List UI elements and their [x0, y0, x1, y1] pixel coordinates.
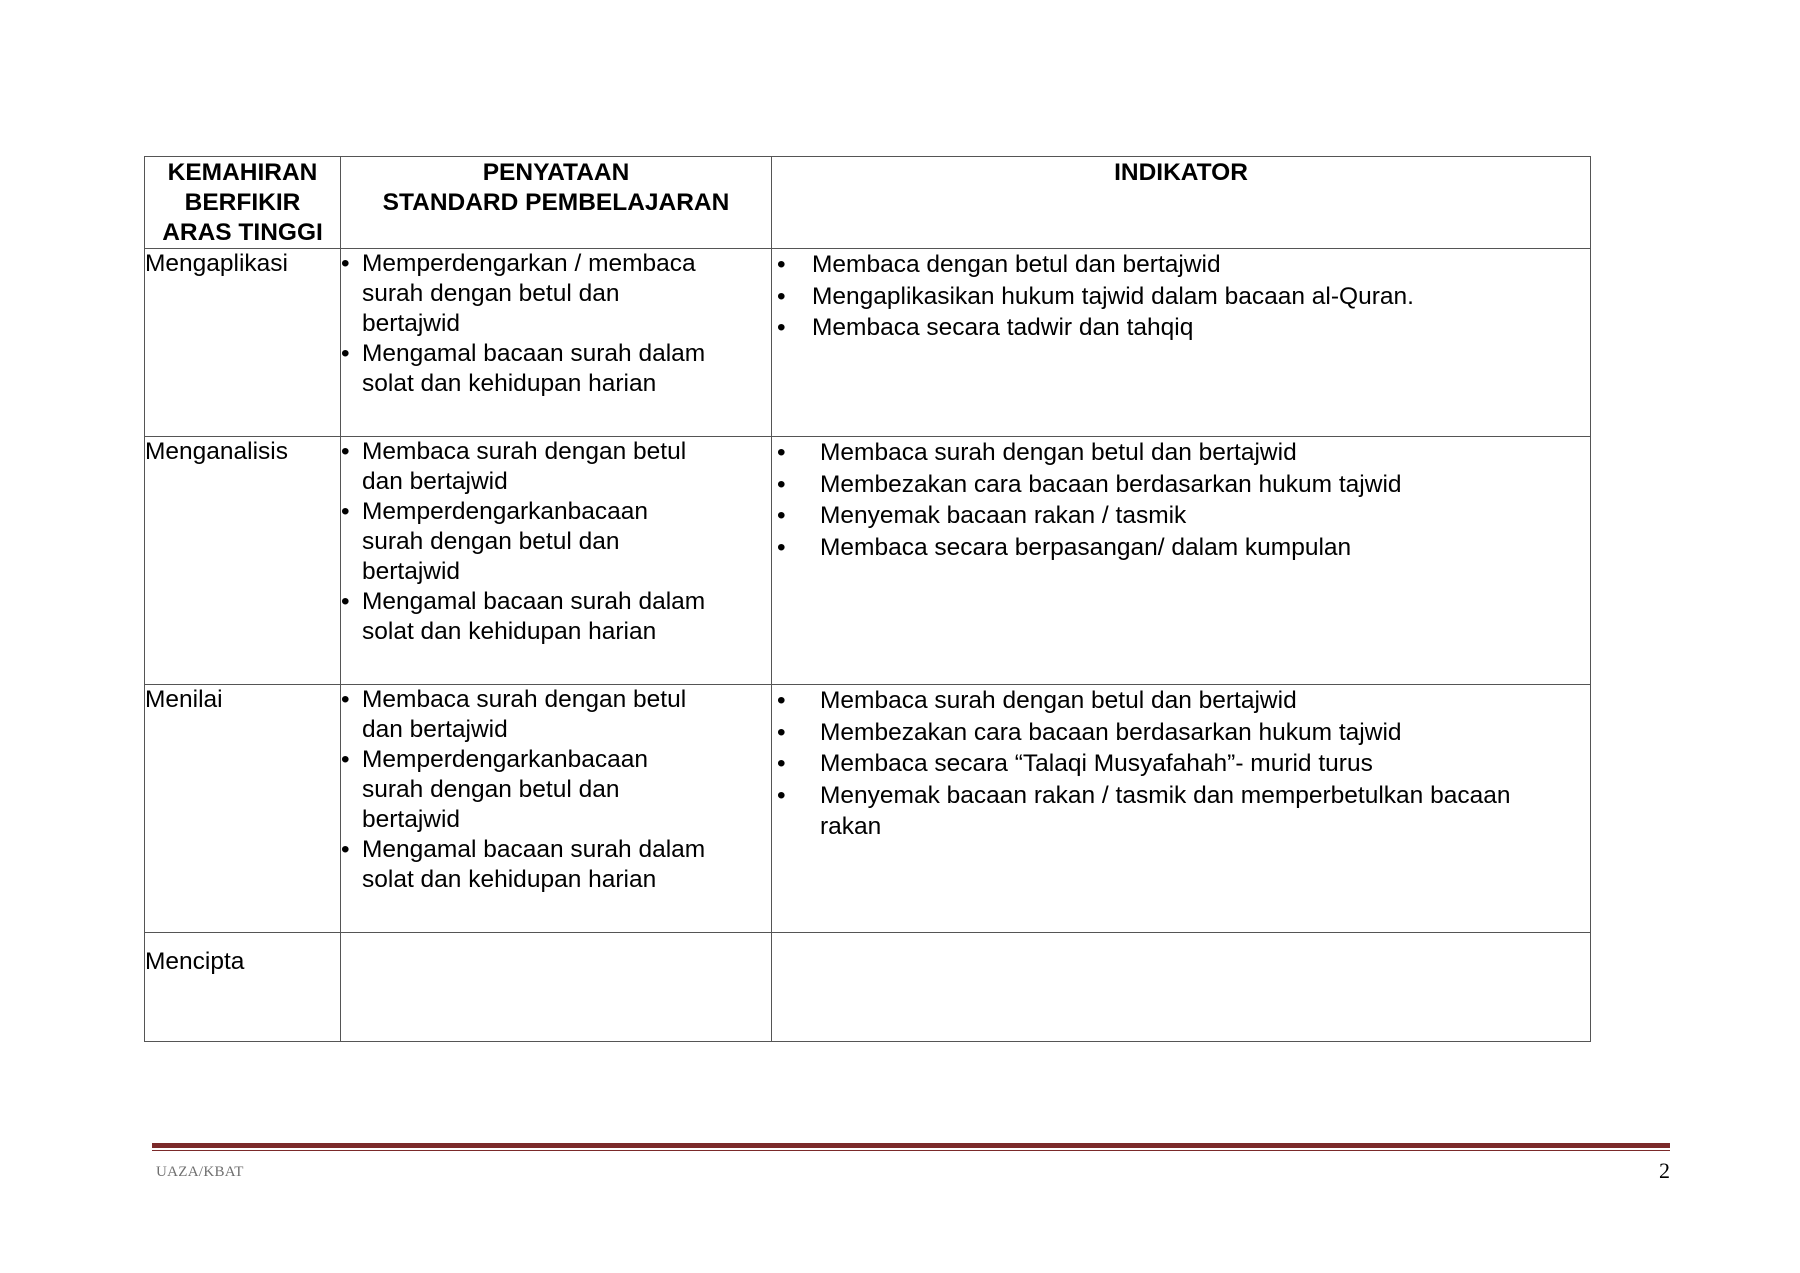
standard-line: solat dan kehidupan harian — [362, 370, 657, 397]
indicator-line: • Membaca surah dengan betul dan bertajwid — [820, 687, 1297, 714]
standards-list — [341, 685, 771, 895]
header-line: KEMAHIRAN — [167, 159, 318, 186]
standard-line: dan bertajwid — [362, 468, 508, 495]
indicators-cell — [772, 685, 1591, 933]
standard-item — [341, 339, 771, 399]
header-line: PENYATAAN — [482, 159, 630, 186]
indicator-line: • Mengaplikasikan hukum tajwid dalam bacaan al-Quran. — [812, 282, 1414, 310]
indicator-item — [772, 437, 1590, 469]
indicator-line: rakan — [820, 813, 882, 840]
standards-list — [341, 437, 771, 647]
kbat-table — [144, 156, 1591, 1042]
header-indikator — [772, 157, 1591, 249]
indicator-line: • Menyemak bacaan rakan / tasmik dan memperbetulkan bacaan — [820, 781, 1511, 809]
table-row — [145, 685, 1591, 933]
indicator-item — [772, 469, 1590, 501]
indicator-line: • Membaca surah dengan betul dan bertajwid — [820, 439, 1297, 466]
indicator-item — [772, 281, 1590, 313]
standard-line: • Memperdengarkan / membaca — [362, 250, 696, 277]
header-line: STANDARD PEMBELAJARAN — [382, 189, 730, 216]
standards-cell — [341, 249, 772, 437]
header-line: ARAS TINGGI — [162, 219, 323, 246]
indicator-line: • Membezakan cara bacaan berdasarkan hukum tajwid — [820, 718, 1402, 746]
standard-line: surah dengan betul dan — [362, 280, 620, 307]
standard-line: • Membaca surah dengan betul — [362, 438, 687, 465]
skill-label: Mencipta — [145, 948, 245, 975]
footer-document-code: UAZA/KBAT — [156, 1164, 244, 1180]
header-penyataan — [341, 157, 772, 249]
footer-rule-thin — [152, 1150, 1670, 1151]
page-number: 2 — [1659, 1158, 1670, 1183]
standard-line: bertajwid — [362, 806, 461, 833]
standard-line: • Mengamal bacaan surah dalam — [362, 588, 706, 615]
skill-cell — [145, 933, 341, 1042]
skill-cell — [145, 685, 341, 933]
standard-line: • Memperdengarkanbacaan — [362, 746, 649, 773]
table-row — [145, 933, 1591, 1042]
indicator-item — [772, 685, 1590, 717]
skill-label: Mengaplikasi — [145, 250, 288, 277]
indicators-list — [772, 685, 1590, 843]
table-row — [145, 437, 1591, 685]
indicator-line: • Membezakan cara bacaan berdasarkan hukum tajwid — [820, 470, 1402, 498]
standards-cell — [341, 933, 772, 1042]
standard-line: bertajwid — [362, 310, 461, 337]
indicator-line: • Membaca secara “Talaqi Musyafahah”- murid turus — [820, 750, 1373, 777]
standard-line: • Mengamal bacaan surah dalam — [362, 836, 706, 863]
standard-line: • Memperdengarkanbacaan — [362, 498, 649, 525]
standard-item — [341, 587, 771, 647]
indicators-cell — [772, 249, 1591, 437]
standard-item — [341, 835, 771, 895]
standard-item — [341, 437, 771, 497]
indicator-item — [772, 748, 1590, 780]
standard-item — [341, 497, 771, 587]
indicator-item — [772, 500, 1590, 532]
indicator-line: • Membaca dengan betul dan bertajwid — [812, 251, 1221, 278]
indicator-line: • Menyemak bacaan rakan / tasmik — [820, 502, 1187, 529]
indicator-item — [772, 532, 1590, 564]
standard-line: dan bertajwid — [362, 716, 508, 743]
standards-cell — [341, 437, 772, 685]
indicator-item — [772, 780, 1590, 843]
skill-label: Menilai — [145, 686, 223, 713]
standard-line: surah dengan betul dan — [362, 776, 620, 803]
standards-cell — [341, 685, 772, 933]
footer-rule — [152, 1143, 1670, 1148]
standard-line: solat dan kehidupan harian — [362, 618, 657, 645]
standard-line: surah dengan betul dan — [362, 528, 620, 555]
indicator-item — [772, 249, 1590, 281]
indicator-line: • Membaca secara berpasangan/ dalam kumpulan — [820, 533, 1352, 561]
standard-item — [341, 745, 771, 835]
skill-cell — [145, 249, 341, 437]
header-kemahiran — [145, 157, 341, 249]
header-line: INDIKATOR — [1114, 159, 1248, 186]
indicators-cell — [772, 933, 1591, 1042]
standard-line: solat dan kehidupan harian — [362, 866, 657, 893]
standard-line: • Mengamal bacaan surah dalam — [362, 340, 706, 367]
standard-item — [341, 249, 771, 339]
skill-label: Menganalisis — [145, 438, 288, 465]
indicators-cell — [772, 437, 1591, 685]
table-header-row — [145, 157, 1591, 249]
table-row — [145, 249, 1591, 437]
standards-list — [341, 249, 771, 399]
indicator-line: • Membaca secara tadwir dan tahqiq — [812, 314, 1194, 341]
standard-line: bertajwid — [362, 558, 461, 585]
indicators-list — [772, 249, 1590, 344]
indicators-list — [772, 437, 1590, 563]
indicator-item — [772, 717, 1590, 749]
header-line: BERFIKIR — [184, 189, 301, 216]
indicator-item — [772, 312, 1590, 344]
standard-line: • Membaca surah dengan betul — [362, 686, 687, 713]
skill-cell — [145, 437, 341, 685]
standard-item — [341, 685, 771, 745]
